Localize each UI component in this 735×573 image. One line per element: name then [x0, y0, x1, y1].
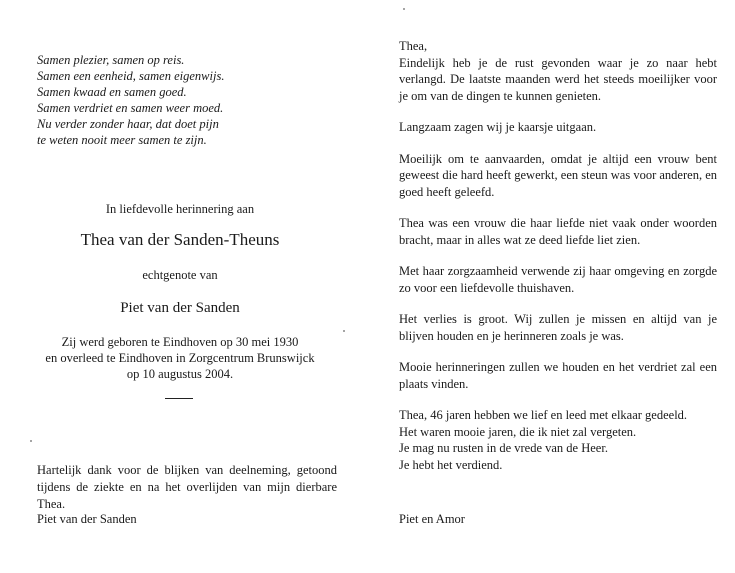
- letter-opening: [399, 38, 717, 104]
- paragraph: Met haar zorgzaamheid verwende zij haar omgeving en zorgde zo voor een liefdevolle thuishaven.: [399, 264, 717, 295]
- poem-line: Samen plezier, samen op reis.: [37, 53, 185, 67]
- paragraph: Mooie herinneringen zullen we houden en het verdriet zal een plaats vinden.: [399, 360, 717, 391]
- poem-line: Samen verdriet en samen weer moed.: [37, 101, 224, 115]
- spouse-name: Piet van der Sanden: [120, 300, 240, 316]
- bio-line: op 10 augustus 2004.: [126, 367, 234, 381]
- deceased-name: Thea van der Sanden-Theuns: [80, 230, 280, 249]
- paragraph: Thea was een vrouw die haar liefde niet vaak onder woorden bracht, maar in alles wat ze deed liefde liet zien.: [399, 216, 717, 247]
- poem: [37, 52, 337, 148]
- closing-line: Je hebt het verdiend.: [399, 457, 503, 472]
- poem-line: Nu verder zonder haar, dat doet pijn: [37, 117, 219, 131]
- closing-line: Je mag nu rusten in de vrede van de Heer.: [399, 441, 608, 455]
- salutation: Thea,: [399, 39, 428, 53]
- paragraph: Langzaam zagen wij je kaarsje uitgaan.: [399, 120, 597, 134]
- poem-line: Samen een eenheid, samen eigenwijs.: [37, 69, 225, 83]
- scan-speck: [403, 8, 405, 10]
- poem-line: te weten nooit meer samen te zijn.: [37, 133, 207, 147]
- paragraph: Het verlies is groot. Wij zullen je missen en altijd van je blijven houden en je herinneren zoals je was.: [399, 312, 717, 343]
- poem-line: Samen kwaad en samen goed.: [37, 85, 187, 99]
- letter: [399, 38, 717, 488]
- paragraph: Eindelijk heb je de rust gevonden waar je zo naar hebt verlangd. De laatste maanden werd het steeds moeilijker voor je om van de dingen te kunnen genieten.: [399, 55, 717, 103]
- signature-right: Piet en Amor: [399, 512, 465, 526]
- closing-line: Het waren mooie jaren, die ik niet zal vergeten.: [399, 424, 637, 439]
- thanks-text: Hartelijk dank voor de blijken van deelneming, getoond tijdens de ziekte en na het overlijden van mijn dierbare Thea.: [37, 463, 337, 511]
- scan-speck: [343, 330, 345, 332]
- memory-line: In liefdevolle herinnering aan: [105, 202, 255, 216]
- closing-line: Thea, 46 jaren hebben we lief en leed met elkaar gedeeld.: [399, 408, 688, 422]
- bio-line: en overleed te Eindhoven in Zorgcentrum Brunswijck: [45, 351, 315, 365]
- closing-paragraph: [399, 407, 717, 473]
- scan-speck: [30, 440, 32, 442]
- spouse-label: echtgenote van: [142, 268, 218, 282]
- divider: [165, 398, 193, 399]
- signature-left: Piet van der Sanden: [37, 512, 137, 526]
- bio-line: Zij werd geboren te Eindhoven op 30 mei 1930: [61, 335, 299, 349]
- biography: [20, 334, 340, 382]
- paragraph: Moeilijk om te aanvaarden, omdat je altijd een vrouw bent geweest die hard heeft gewerkt, een steun was voor anderen, en goed heeft geleefd.: [399, 151, 717, 199]
